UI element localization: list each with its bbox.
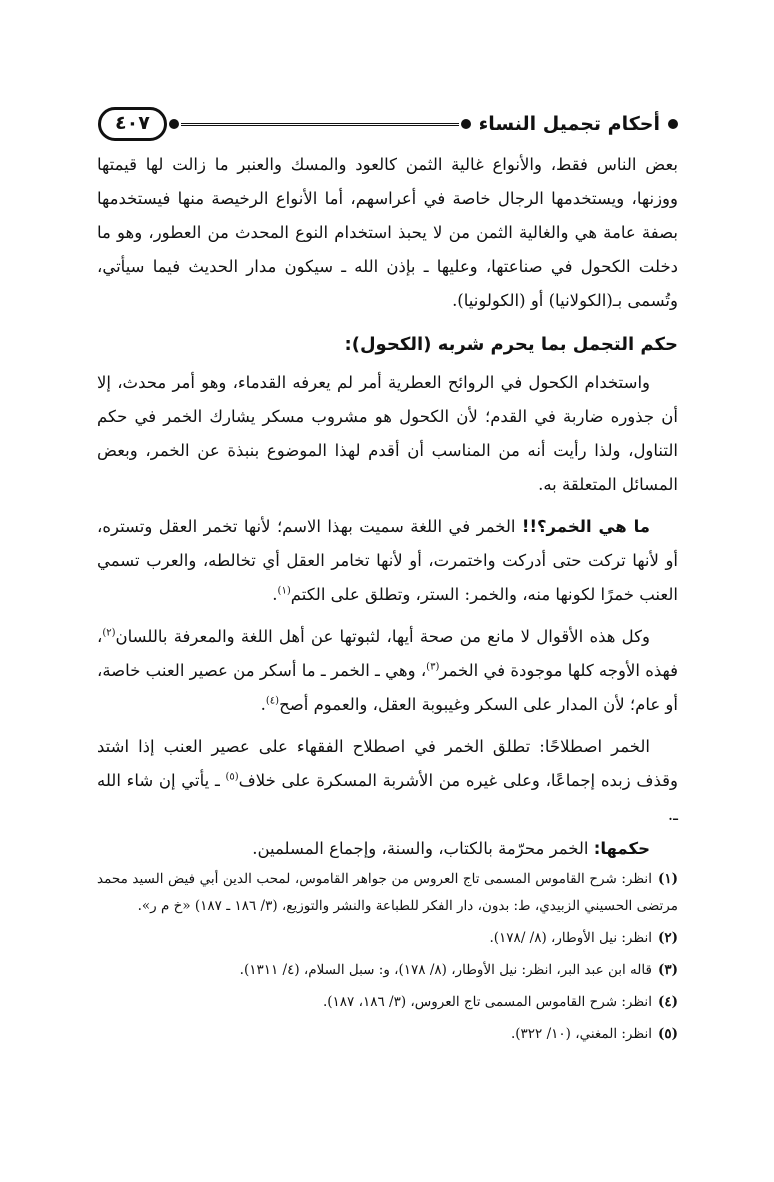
header-bullet-icon [461,119,471,129]
footnote-text: انظر: شرح القاموس المسمى تاج العروس، (٣/ ١٨٦، ١٨٧). [322,994,652,1010]
paragraph-technical-definition [97,730,678,832]
footnote-mark: (١) [657,871,678,887]
footnote-mark: (٤) [657,994,678,1010]
run-in-heading: حكمها: [593,839,650,858]
paragraph-text: الخمر محرّمة بالكتاب، والسنة، وإجماع المسلمين. [252,839,594,858]
paragraph-text: ـ يأتي إن شاء الله ـ. [97,771,678,824]
footnote-text: انظر: نيل الأوطار، (٨/ /١٧٨). [489,930,652,946]
header-bullet-icon [169,119,179,129]
paragraph-ruling [97,832,678,866]
paragraph-linguistic-opinions [97,620,678,722]
running-header [98,104,678,144]
paragraph-end: . [260,695,266,714]
paragraph-alcohol-intro: واستخدام الكحول في الروائح العطرية أمر لم يعرفه القدماء، وهو أمر محدث، إلا أن جذوره ضاربة في القدم؛ لأن الكحول هو مشروب مسكر يشارك الخمر في حكم التناول، ولذا رأيت أنه من المناسب أن أقدم لهذا الموضوع بنبذة عن الخمر، وبعض المسائل المتعلقة به. [97,373,678,494]
main-text [97,148,678,866]
footnote-ref[interactable]: (٥) [225,771,239,783]
footnote [97,925,678,952]
footnote [97,989,678,1016]
paragraph-text: ، فهذه الأوجه كلها موجودة في الخمر [97,627,678,680]
footnote-ref[interactable]: (٣) [426,661,440,673]
footnote-mark: (٥) [657,1026,678,1042]
paragraph-text: وكل هذه الأقوال لا مانع من صحة أيها، لثبوتها عن أهل اللغة والمعرفة باللسان [115,627,650,646]
header-title: أحكام تجميل النساء [478,113,660,135]
paragraph-continuation: بعض الناس فقط، والأنواع غالية الثمن كالعود والمسك والعنبر ما زالت لها قيمتها ووزنها، ويستخدمها الرجال خاصة في أعراسهم، أما الأنواع الرخيصة منها فيستخدمها بصفة عامة هي والغالية الثمن من لا يحبذ استخدام النوع المحدث من العطور، وهو ما دخلت الكحول في صناعتها، وعليها ـ بإذن الله ـ سيكون مدار الحديث فيما سيأتي، وتُسمى بـ(الكولانيا) أو (الكولونيا). [97,155,678,310]
footnotes [97,866,678,1053]
footnote [97,957,678,984]
footnote-ref[interactable]: (٤) [265,695,280,707]
section-heading: حكم التجمل بما يحرم شربه (الكحول): [344,334,678,355]
footnote [97,1021,678,1048]
footnote-text: انظر: شرح القاموس المسمى تاج العروس من جواهر القاموس، لمحب الدين أبي فيض السيد محمد مرتضى الحسيني الزبيدي، ط: بدون، دار الفكر للطباعة والنشر والتوزيع، (٣/ ١٨٦ ـ ١٨٧) «خ م ر». [97,871,678,914]
footnote-ref[interactable]: (١) [277,585,291,597]
footnote-mark: (٣) [657,962,678,978]
paragraph-text: الخمر اصطلاحًا: تطلق الخمر في اصطلاح الفقهاء على عصير العنب إذا اشتد وقذف زبده إجماعًا، وعلى غيره من الأشربة المسكرة على خلاف [97,737,678,790]
paragraph-what-is-khamr: ما هي الخمر؟!! الخمر في اللغة سميت بهذا الاسم؛ لأنها تخمر العقل وتستره، أو لأنها تركت حتى أدركت واختمرت، أو لأنها تخامر العقل أي تخالطه، والعرب تسمي العنب خمرًا لكونها منه، والخمر: الستر، وتطلق على الكتم$^{(١)}$. [97,517,678,604]
page-number: ٤٠٧ [98,107,167,141]
paragraph-text: ، وهي ـ الخمر ـ ما أسكر من عصير العنب خاصة، أو عام؛ لأن المدار على السكر وغيبوبة العقل، والعموم أصح [97,661,678,714]
header-bullet-icon [668,119,678,129]
run-in-heading: ما هي الخمر؟!! [521,517,650,536]
footnote [97,866,678,920]
header-rule [181,123,459,126]
footnote-mark: (٢) [657,930,678,946]
footnote-text: قاله ابن عبد البر، انظر: نيل الأوطار، (٨/ ١٧٨)، و: سبل السلام، (٤/ ١٣١١). [239,962,652,978]
footnote-ref[interactable]: (٢) [102,627,116,639]
footnote-text: انظر: المغني، (١٠/ ٣٢٢). [510,1026,652,1042]
paragraph-text: الخمر في اللغة سميت بهذا الاسم؛ لأنها تخمر العقل وتستره، أو لأنها تركت حتى أدركت واختمرت، أو لأنها تخامر العقل أي تخالطه، والعرب تسمي العنب خمرًا لكونها منه، والخمر: الستر، وتطلق على الكتم [97,517,678,604]
